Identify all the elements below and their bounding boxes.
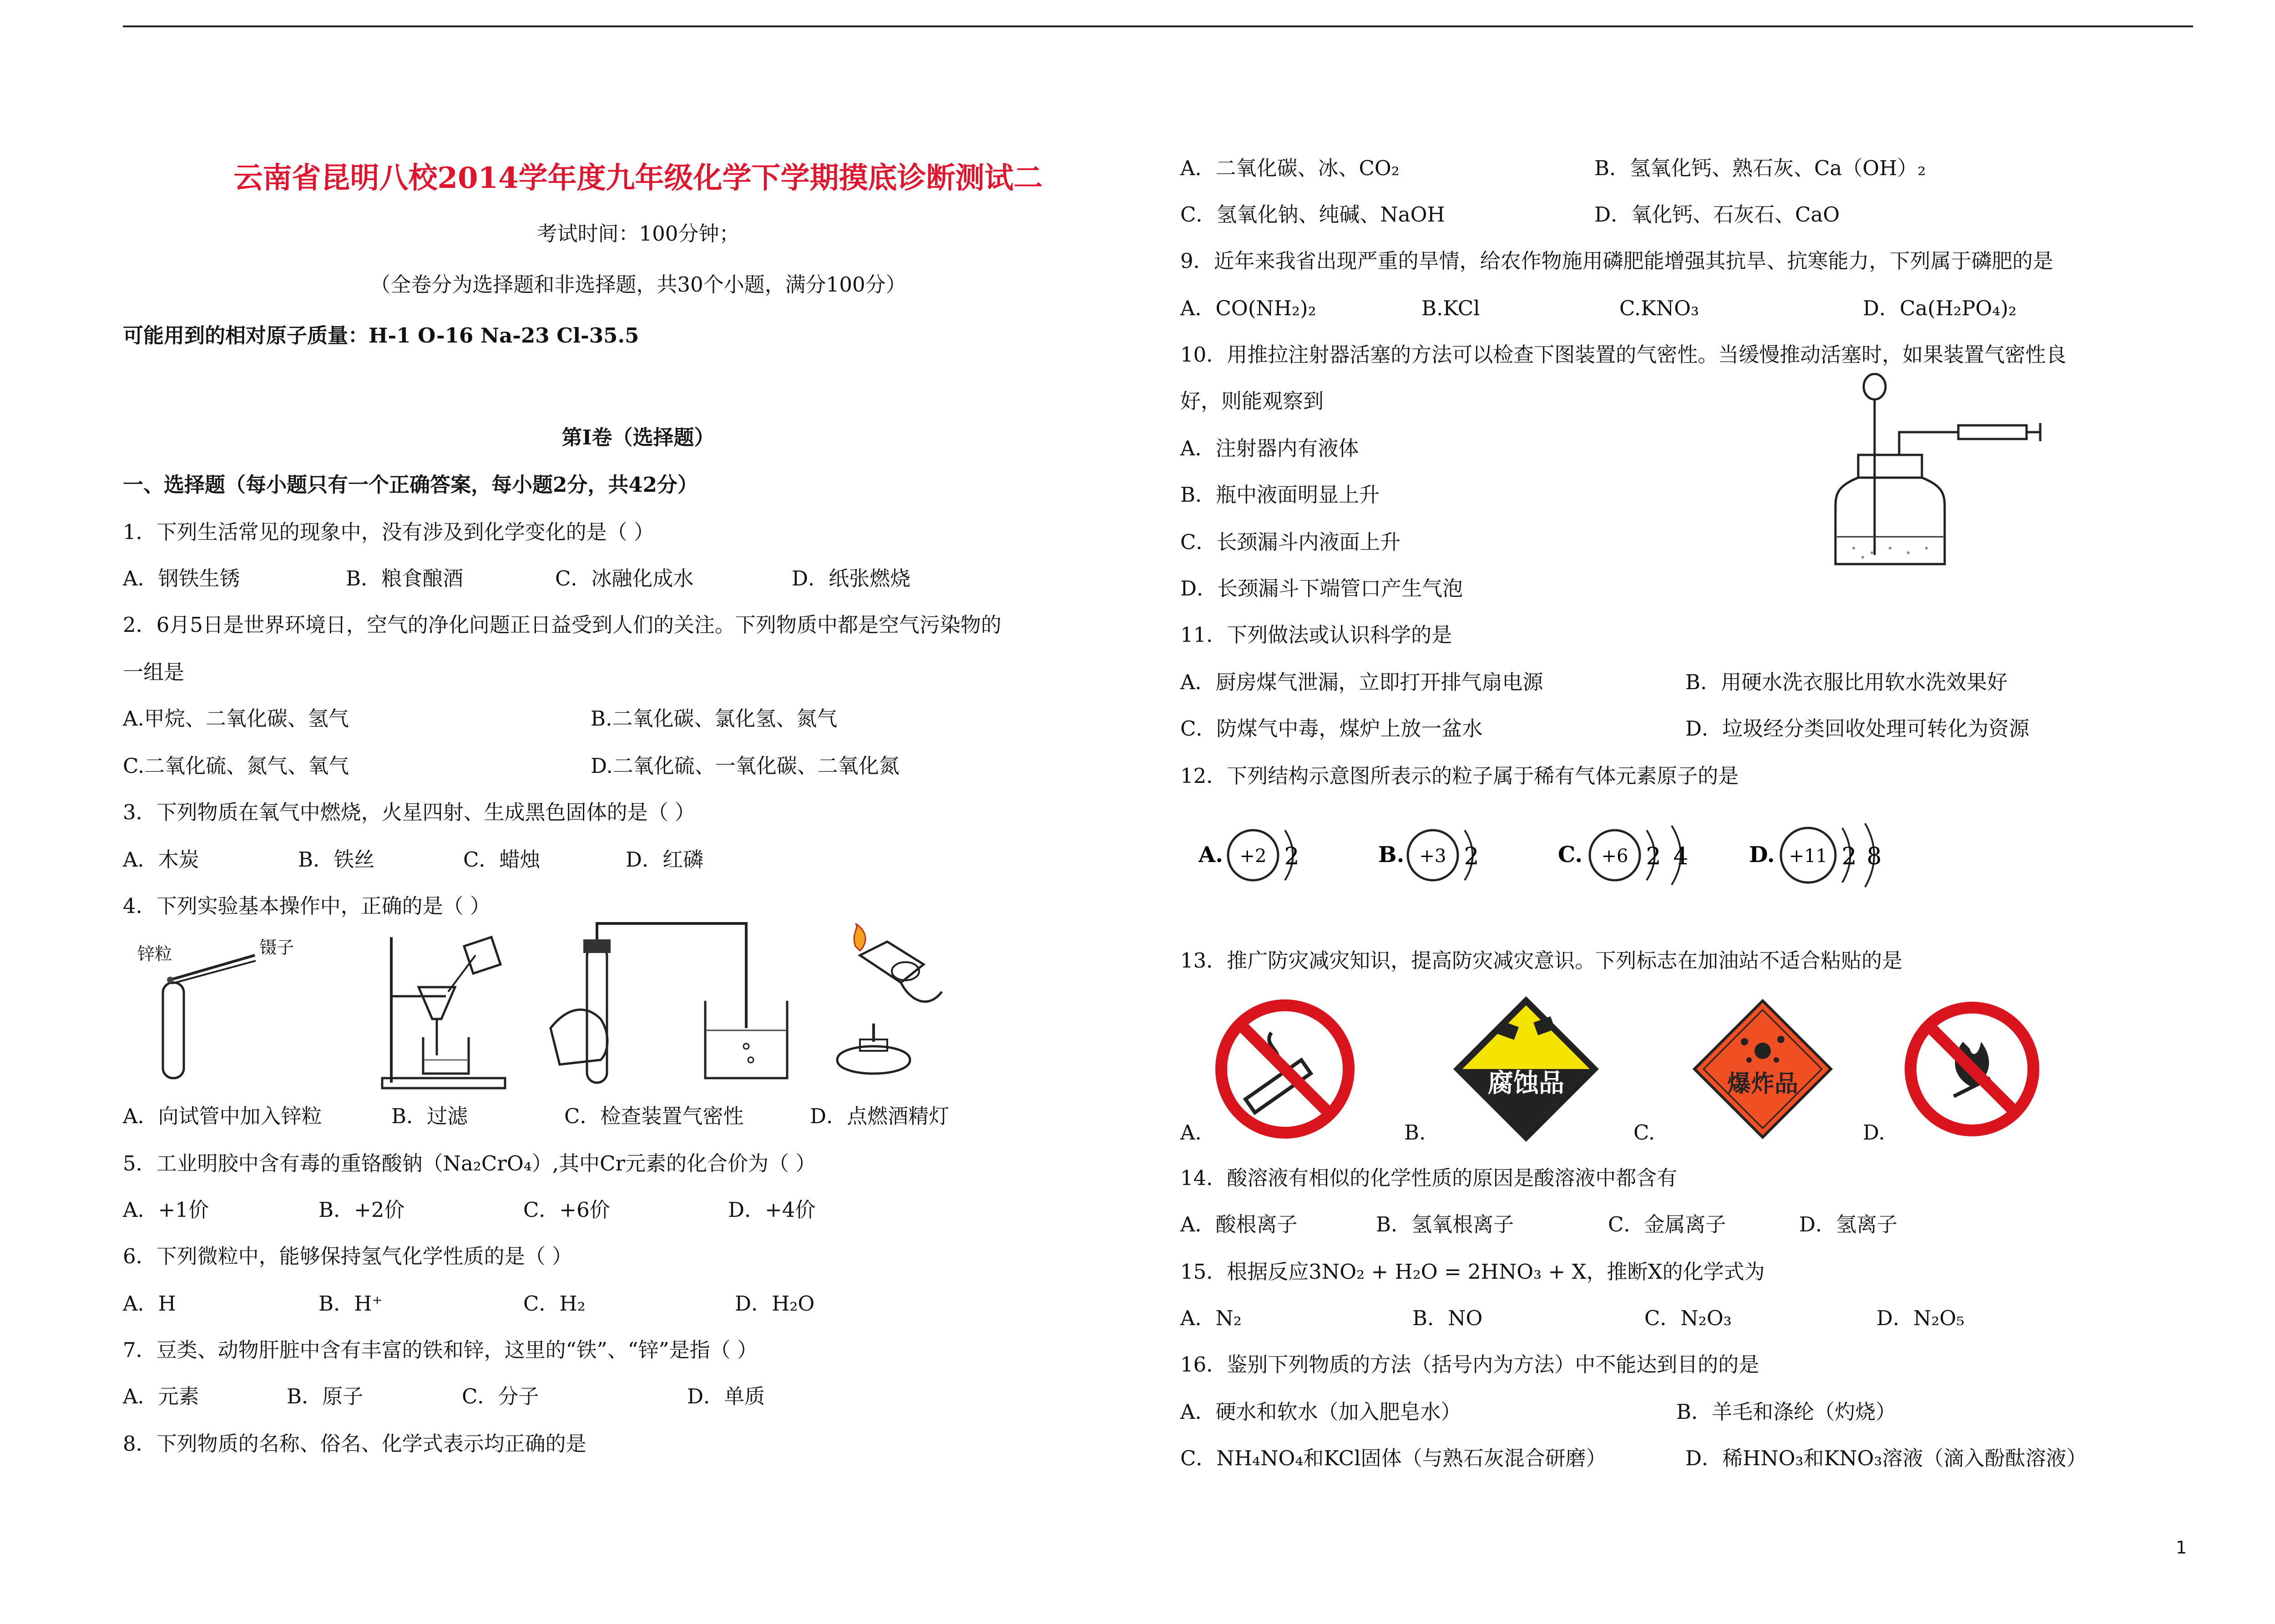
q1-option-c: C．冰融化成水 [555,566,694,590]
atom-a [1198,830,1299,880]
no-smoking-sign-icon [1221,1005,1349,1133]
q10-option-d: D．长颈漏斗下端管口产生气泡 [1180,576,1463,600]
atom-d [1749,823,1882,887]
explosive-sign-icon [1694,1001,1831,1137]
svg-text:8: 8 [1866,843,1882,870]
q7-option-a: A．元素 [123,1384,199,1408]
svg-text:2: 2 [1284,843,1299,870]
q4-figure-d [810,923,965,1096]
q5-option-a: A．+1价 [123,1198,209,1222]
q11-option-a: A．厨房煤气泄漏，立即打开排气扇电源 [1180,670,1543,694]
svg-text:2: 2 [1464,843,1479,870]
q14-option-d: D．氢离子 [1799,1212,1898,1236]
q7-option-d: D．单质 [687,1384,765,1408]
q10-option-a: A．注射器内有液体 [1180,436,1359,460]
svg-text:D.: D. [1749,842,1775,867]
q4-option-c: C．检查装置气密性 [564,1104,744,1128]
q13-sign-figures [1180,992,2272,1151]
q13-option-d: D. [1863,1120,1885,1145]
q10-option-c: C．长颈漏斗内液面上升 [1180,530,1401,554]
q3-option-c: C．蜡烛 [463,847,541,872]
svg-text:2: 2 [1646,843,1661,870]
corrosive-sign-icon [1453,996,1599,1142]
q5-option-c: C．+6价 [523,1198,610,1222]
page-number: 1 [2176,1538,2187,1558]
q9-option-c: C.KNO₃ [1619,296,1699,320]
q6-option-a: A．H [123,1291,176,1316]
q10-option-b: B．瓶中液面明显上升 [1180,483,1380,507]
svg-text:+11: +11 [1789,846,1828,867]
q8-stem: 8．下列物质的名称、俗名、化学式表示均正确的是 [123,1432,586,1456]
q3-stem: 3．下列物质在氧气中燃烧，火星四射、生成黑色固体的是（ ） [123,800,695,824]
q16-option-b: B．羊毛和涤纶（灼烧） [1676,1400,1896,1424]
part-title: 第Ⅰ卷（选择题） [561,425,715,449]
svg-text:+3: +3 [1419,846,1446,867]
q12-stem: 12．下列结构示意图所表示的粒子属于稀有气体元素原子的是 [1180,764,1739,788]
q15-option-b: B．NO [1412,1306,1483,1330]
tweezers-label: 镊子 [259,938,294,958]
q2-option-c: C.二氧化硫、氮气、氧气 [123,754,349,778]
q3-option-a: A．木炭 [123,847,199,872]
q7-stem: 7．豆类、动物肝脏中含有丰富的铁和锌，这里的“铁”、“锌”是指（ ） [123,1338,758,1362]
q4-figure-a [123,933,323,1087]
q6-option-c: C．H₂ [523,1291,586,1316]
q5-stem: 5．工业明胶中含有毒的重铬酸钠（Na₂CrO₄）,其中Cr元素的化合价为（ ） [123,1151,816,1175]
svg-text:A.: A. [1198,842,1223,867]
svg-text:爆炸品: 爆炸品 [1727,1070,1799,1098]
q10-apparatus-figure [1808,373,2045,573]
svg-text:腐蚀品: 腐蚀品 [1488,1069,1564,1098]
q1-option-a: A．钢铁生锈 [123,566,240,590]
q4-stem: 4．下列实验基本操作中，正确的是（ ） [123,894,490,918]
zinc-label: 锌粒 [137,944,172,964]
no-open-flame-sign-icon [1911,1008,2033,1130]
q11-stem: 11．下列做法或认识科学的是 [1180,623,1452,647]
q14-stem: 14．酸溶液有相似的化学性质的原因是酸溶液中都含有 [1180,1166,1678,1190]
svg-text:+2: +2 [1239,846,1267,867]
header-rule [123,25,2193,27]
q6-option-d: D．H₂O [735,1291,815,1316]
q2-stem-1: 2．6月5日是世界环境日，空气的净化问题正日益受到人们的关注。下列物质中都是空气污染物的 [123,613,1001,637]
svg-text:B.: B. [1378,842,1405,867]
exam-title: 云南省昆明八校2014学年度九年级化学下学期摸底诊断测试二 [233,161,1043,195]
svg-text:2: 2 [1841,843,1857,870]
q8-option-d: D．氧化钙、石灰石、CaO [1594,202,1840,227]
q4-option-d: D．点燃酒精灯 [810,1104,950,1128]
q2-stem-2: 一组是 [123,660,185,684]
q4-option-b: B．过滤 [391,1104,468,1128]
q6-option-b: B．H⁺ [318,1291,383,1316]
q1-option-d: D．纸张燃烧 [792,566,911,590]
q14-option-b: B．氢氧根离子 [1376,1212,1514,1236]
svg-text:+6: +6 [1601,846,1628,867]
q11-option-d: D．垃圾经分类回收处理可转化为资源 [1685,716,2030,741]
q9-option-a: A．CO(NH₂)₂ [1180,296,1316,320]
q3-option-b: B．铁丝 [298,847,375,872]
q2-option-a: A.甲烷、二氧化碳、氢气 [123,706,349,731]
q3-option-d: D．红磷 [626,847,704,872]
q14-option-a: A．酸根离子 [1180,1212,1298,1236]
q9-stem: 9．近年来我省出现严重的旱情，给农作物施用磷肥能增强其抗旱、抗寒能力，下列属于磷肥的是 [1180,249,2053,273]
svg-text:4: 4 [1673,843,1689,870]
q8-option-c: C．氢氧化钠、纯碱、NaOH [1180,202,1445,227]
q2-option-d: D.二氧化硫、一氧化碳、二氧化氮 [591,754,900,778]
q1-stem: 1．下列生活常见的现象中，没有涉及到化学变化的是（ ） [123,520,654,544]
q5-option-d: D．+4价 [728,1198,816,1222]
q1-option-b: B．粮食酿酒 [346,566,464,590]
q13-option-b: B. [1404,1120,1426,1145]
exam-time: 考试时间：100分钟； [536,222,740,246]
atom-c [1558,826,1689,885]
q15-option-a: A．N₂ [1180,1306,1242,1330]
q7-option-c: C．分子 [462,1384,539,1408]
atom-b [1378,830,1479,880]
q15-stem: 15．根据反应3NO₂ + H₂O = 2HNO₃ + X，推断X的化学式为 [1180,1260,1765,1284]
q5-option-b: B．+2价 [318,1198,405,1222]
q15-option-d: D．N₂O₅ [1876,1306,1965,1330]
q16-option-c: C．NH₄NO₄和KCl固体（与熟石灰混合研磨） [1180,1446,1607,1470]
q6-stem: 6．下列微粒中，能够保持氢气化学性质的是（ ） [123,1244,572,1268]
q9-option-b: B.KCl [1421,296,1480,320]
q16-option-d: D．稀HNO₃和KNO₃溶液（滴入酚酞溶液） [1685,1446,2087,1470]
q13-option-c: C. [1633,1120,1655,1145]
q16-stem: 16．鉴别下列物质的方法（括号内为方法）中不能达到目的的是 [1180,1352,1759,1377]
exam-note: （全卷分为选择题和非选择题，共30个小题，满分100分） [370,272,906,297]
q13-option-a: A. [1180,1120,1202,1145]
q4-figure-b [378,928,519,1096]
q10-stem-1: 10．用推拉注射器活塞的方法可以检查下图装置的气密性。当缓慢推动活塞时，如果装置气密性良 [1180,343,2067,367]
q4-figure-c [532,914,814,1096]
section-title: 一、选择题（每小题只有一个正确答案，每小题2分，共42分） [123,473,698,497]
q12-atom-diagrams [1198,814,2063,896]
q8-option-a: A．二氧化碳、冰、CO₂ [1180,156,1400,180]
q10-stem-2: 好，则能观察到 [1180,389,1324,413]
q2-option-b: B.二氧化碳、氯化氢、氮气 [591,706,838,731]
q9-option-d: D．Ca(H₂PO₄)₂ [1863,296,2017,320]
q4-option-a: A．向试管中加入锌粒 [123,1104,322,1128]
q14-option-c: C．金属离子 [1608,1212,1726,1236]
q13-stem: 13．推广防灾减灾知识，提高防灾减灾意识。下列标志在加油站不适合粘贴的是 [1180,948,1903,973]
q16-option-a: A．硬水和软水（加入肥皂水） [1180,1400,1461,1424]
svg-text:C.: C. [1558,842,1583,867]
q7-option-b: B．原子 [287,1384,364,1408]
q15-option-c: C．N₂O₃ [1644,1306,1732,1330]
atomic-mass: 可能用到的相对原子质量：H-1 O-16 Na-23 Cl-35.5 [123,323,639,348]
q11-option-b: B．用硬水洗衣服比用软水洗效果好 [1685,670,2008,694]
q11-option-c: C．防煤气中毒，煤炉上放一盆水 [1180,716,1483,741]
q8-option-b: B．氢氧化钙、熟石灰、Ca（OH）₂ [1594,156,1926,180]
